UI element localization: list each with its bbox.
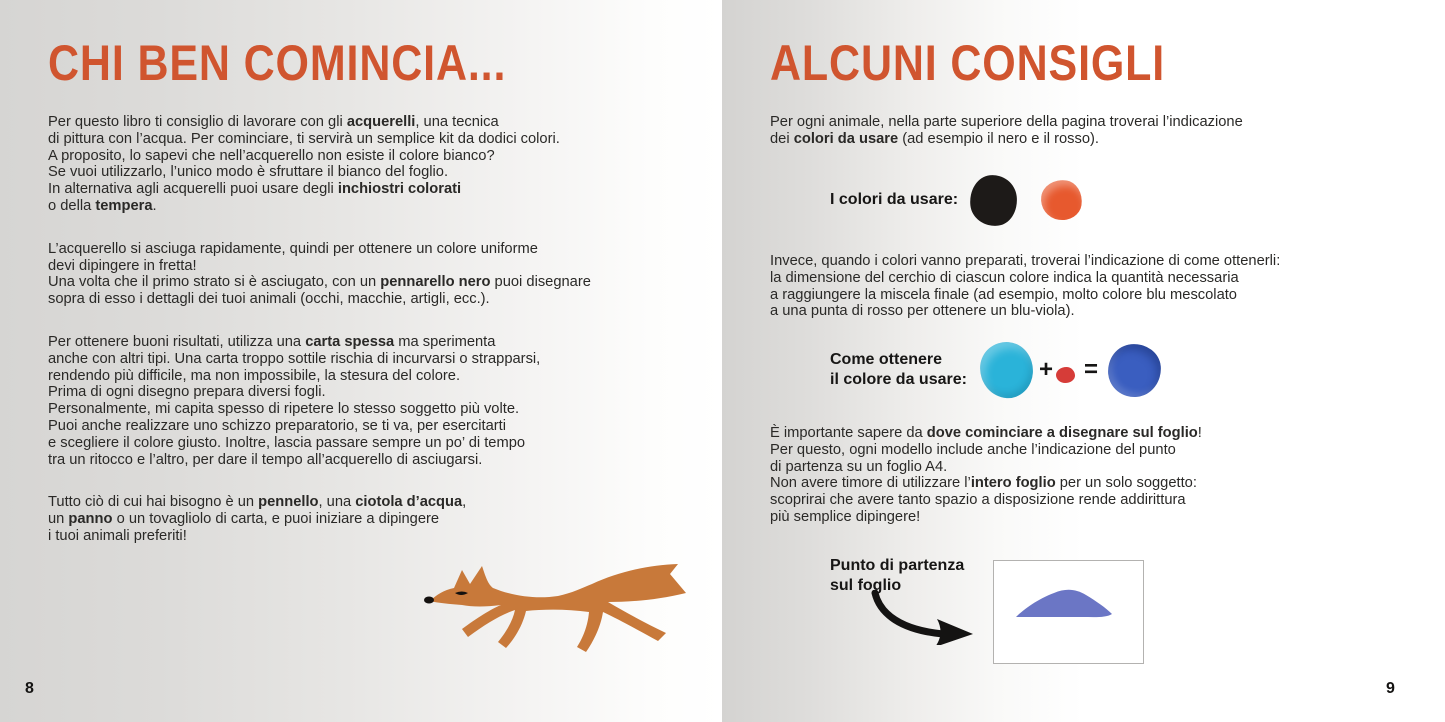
left-body-text	[48, 114, 591, 571]
page-right	[722, 0, 1445, 722]
page-number-right: 9	[1386, 680, 1395, 697]
fox-illustration	[420, 557, 692, 663]
red-paint-dot	[1056, 367, 1075, 383]
page-left	[0, 0, 722, 722]
black-paint-blob	[967, 172, 1019, 228]
blue-paint-mound	[1014, 588, 1116, 621]
colors-to-use-label: I colori da usare:	[830, 191, 959, 208]
color-mix-label	[830, 350, 980, 390]
page-title-left: CHI BEN COMINCIA...	[48, 35, 507, 91]
start-point-label-line2: sul foglio	[830, 577, 902, 594]
page-number-left: 8	[25, 680, 34, 697]
page-title-right: ALCUNI CONSIGLI	[770, 35, 1166, 91]
paragraph-starting-point: È importante sapere da dove cominciare a disegnare sul foglio! Per questo, ogni modello include anche l’indicazione del punto di partenza su un foglio A4. Non avere timore di utilizzare l’intero foglio per un solo soggetto: scoprirai che avere tanto spazio a disposizione rende addirittura più semplice dipingere!	[770, 425, 1202, 525]
fox-body	[430, 564, 686, 652]
color-mix-label-line1: Come ottenere	[830, 351, 943, 368]
plus-sign: +	[1039, 356, 1054, 383]
paragraph-tools: Tutto ciò di cui hai bisogno è un pennello, una ciotola d’acqua, un panno o un tovagliolo di carta, e puoi iniziare a dipingere i tuoi animali preferiti!	[48, 494, 467, 544]
colors-to-use-row	[830, 172, 1082, 228]
paragraph-paper: Per ottenere buoni risultati, utilizza una carta spessa ma sperimenta anche con altri tipi. Una carta troppo sottile rischia di incurvarsi o strapparsi, rendendo più difficile, ma non impossibile, la stesura del colore. Prima di ogni disegno prepara diversi fogli. Personalmente, mi capita spesso di ripetere lo stesso soggetto più volte. Puoi anche realizzare uno schizzo preparatorio, se ti va, per esercitarti e scegliere il colore giusto. Inoltre, lascia passare sempre un po’ di tempo tra un ritocco e l’altro, per dare il tempo all’acquerello di asciugarsi.	[48, 333, 541, 468]
equals-sign: =	[1084, 356, 1099, 383]
paragraph-colors-to-use: Per ogni animale, nella parte superiore della pagina troverai l’indicazione dei colori da usare (ad esempio il nero e il rosso).	[770, 114, 1243, 147]
curved-arrow-icon	[867, 590, 987, 645]
a4-sheet-preview	[993, 560, 1144, 664]
color-mix-row	[830, 341, 1161, 399]
orange-paint-blob	[1038, 177, 1084, 222]
color-mix-label-line2: il colore da usare:	[830, 371, 967, 388]
paragraph-watercolors: Per questo libro ti consiglio di lavorare con gli acquerelli, una tecnica di pittura con l’acqua. Per cominciare, ti servirà un semplice kit da dodici colori. A proposito, lo sapevi che nell’acquerello non esiste il colore bianco? Se vuoi utilizzarlo, l’unico modo è sfruttare il bianco del foglio. In alternativa agli acquerelli puoi usare degli inchiostri colorati o della tempera.	[48, 114, 560, 214]
fox-nose	[424, 597, 434, 604]
blue-paint-blob	[1106, 341, 1163, 398]
paragraph-color-mixing: Invece, quando i colori vanno preparati, troverai l’indicazione di come ottenerli: la dimensione del cerchio di ciascun colore indica la quantità necessaria a raggiungere la miscela finale (ad esempio, molto colore blu mescolato a una punta di rosso per ottenere un blu-viola).	[770, 253, 1281, 320]
mound-shape	[1016, 590, 1112, 617]
paragraph-drying: L’acquerello si asciuga rapidamente, quindi per ottenere un colore uniforme devi dipingere in fretta! Una volta che il primo strato si è asciugato, con un pennarello nero puoi disegnare sopra di esso i dettagli dei tuoi animali (occhi, macchie, artigli, ecc.).	[48, 240, 591, 308]
cyan-paint-blob	[978, 340, 1035, 400]
start-point-label-line1: Punto di partenza	[830, 557, 965, 574]
